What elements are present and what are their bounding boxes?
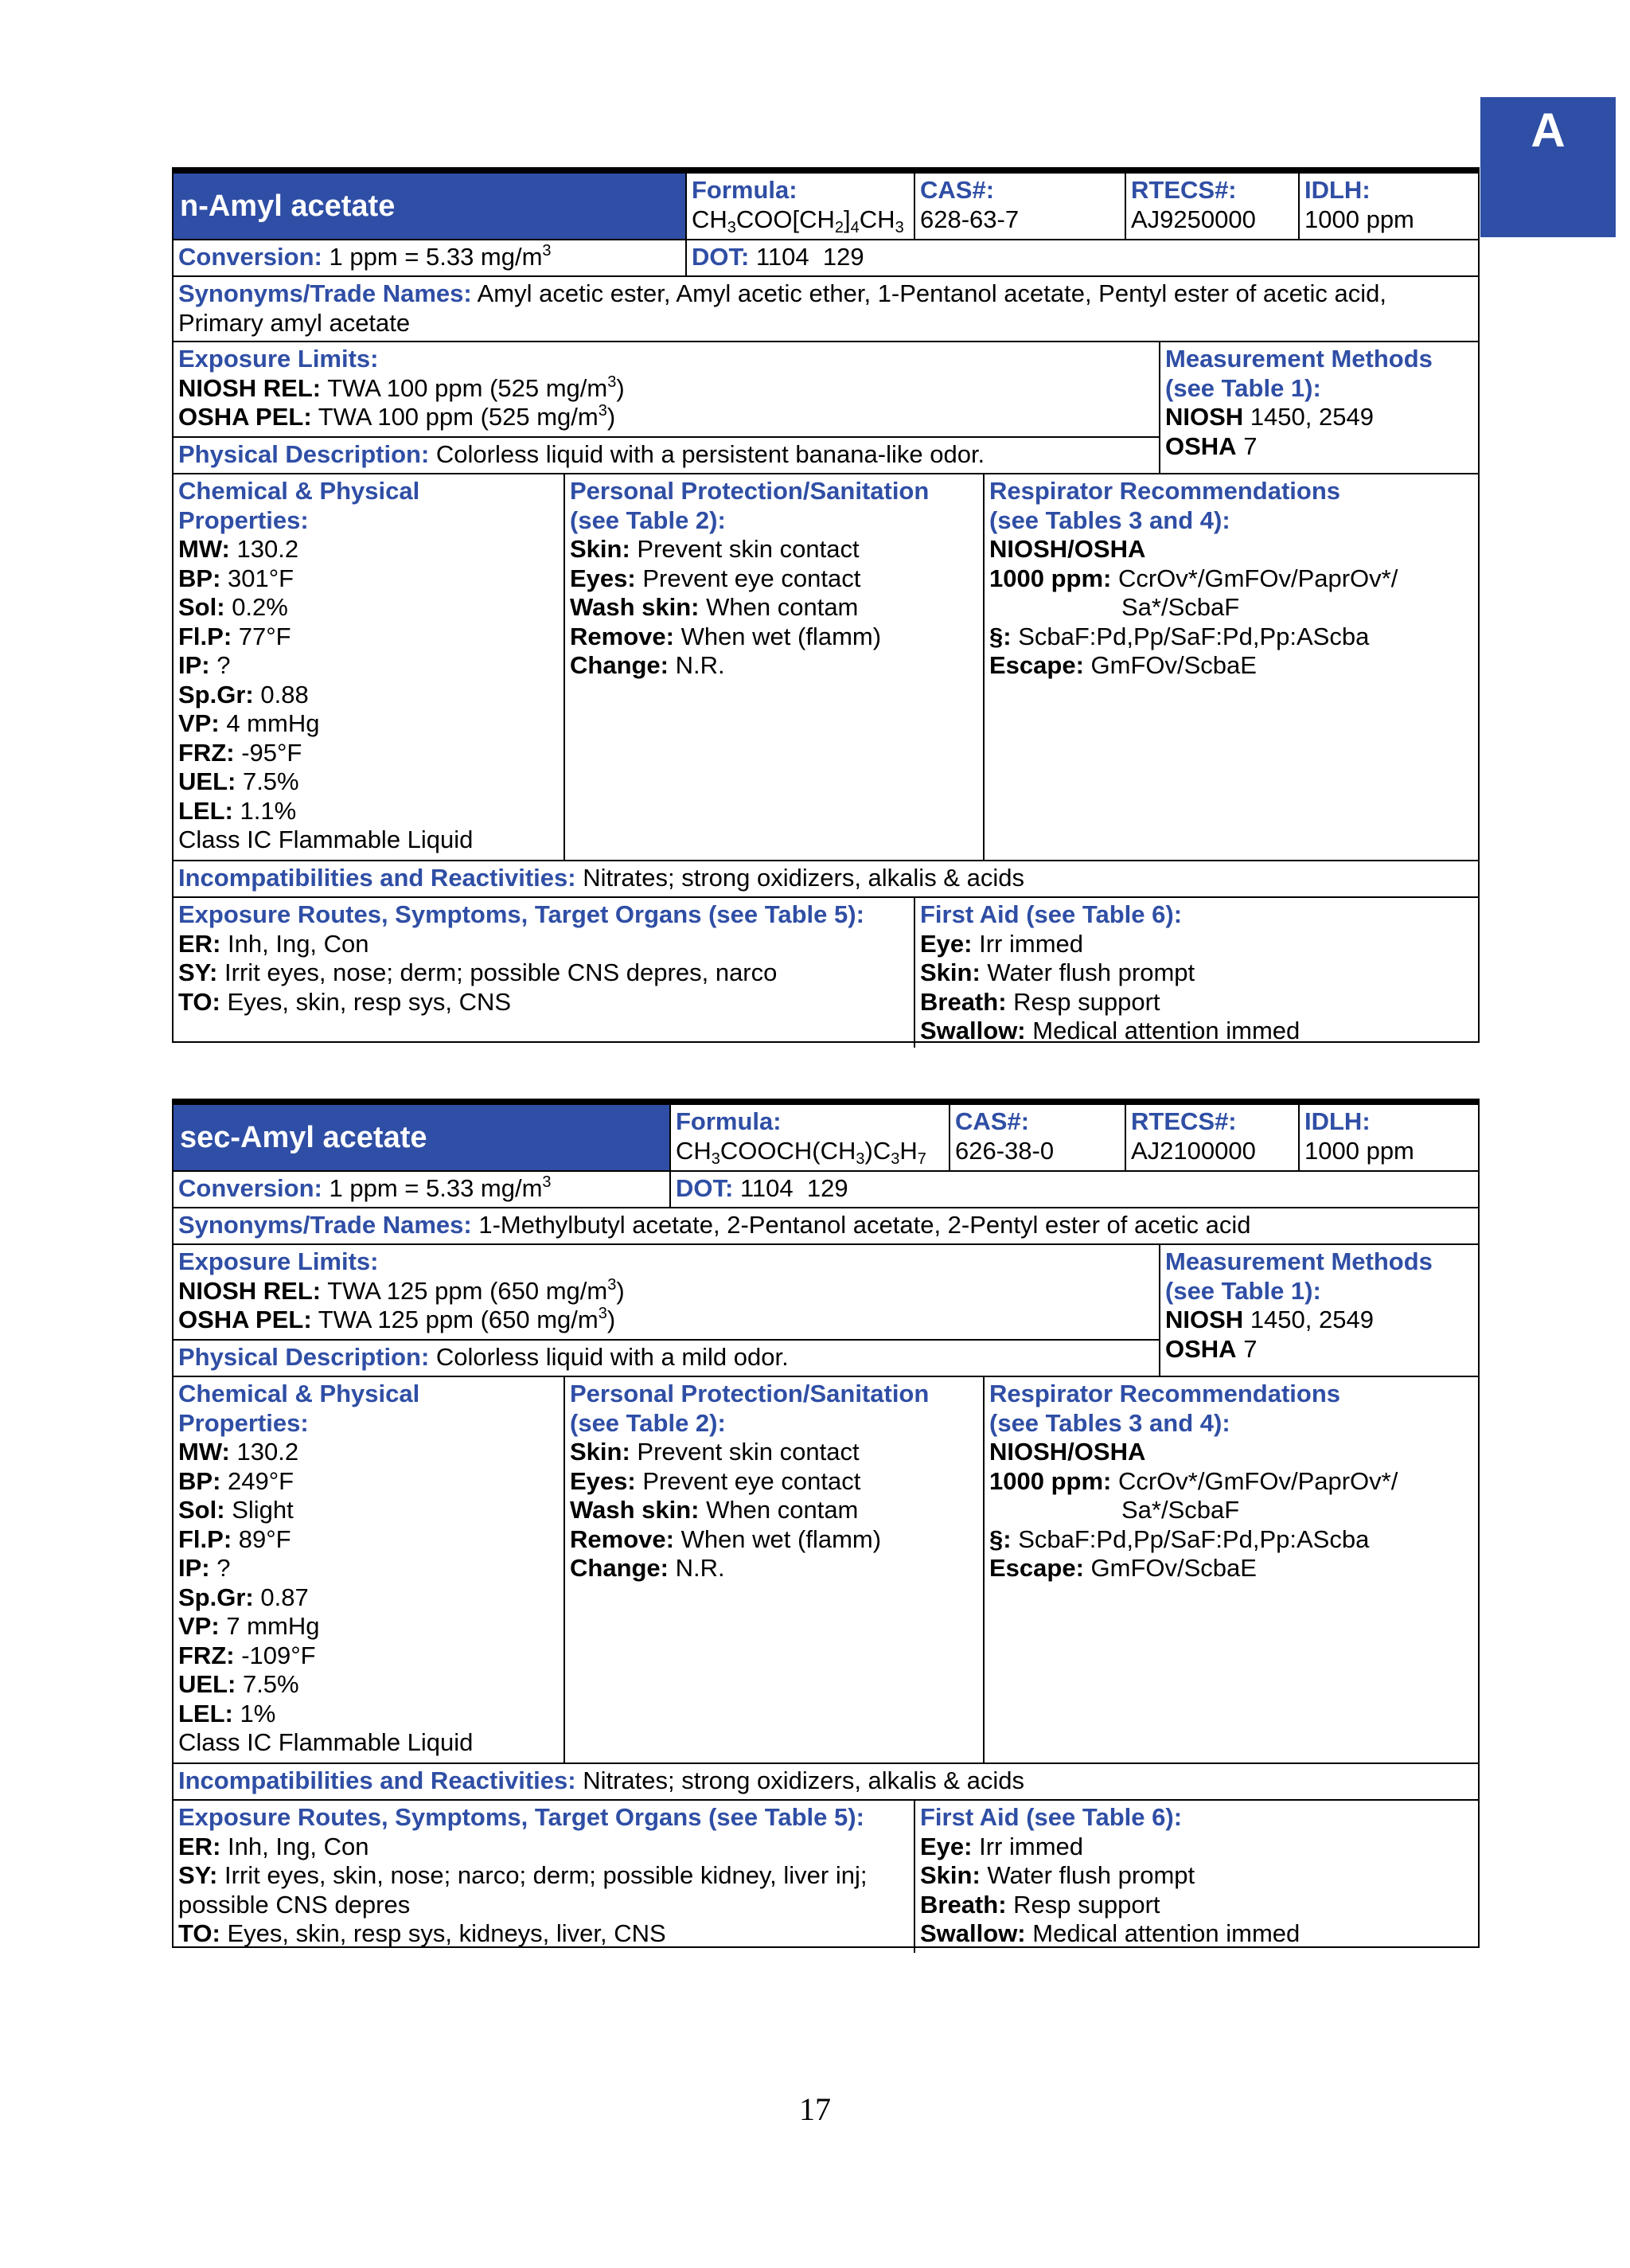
property-key: UEL: [178,767,236,795]
route-value: Eyes, skin, resp sys, kidneys, liver, CNS [227,1919,666,1947]
first-aid-value: Irr immed [979,929,1083,958]
ppe-key: Eyes: [570,564,636,592]
ppe-key: Eyes: [570,1466,636,1495]
resp-agency: NIOSH/OSHA [989,535,1146,563]
conversion-cell [174,1172,556,1204]
synonyms-cell [174,1208,1255,1240]
section-tab: A [1480,97,1616,237]
cas-value: 626-38-0 [955,1136,1055,1165]
first-aid-cell [915,1801,1304,1949]
resp-section-label: §: [989,1524,1012,1553]
resp-section-value: ScbaF:Pd,Pp/SaF:Pd,Pp:AScba [1018,622,1370,650]
resp-section-value: ScbaF:Pd,Pp/SaF:Pd,Pp:AScba [1018,1524,1370,1553]
incompatibilities-value: Nitrates; strong oxidizers, alkalis & acids [583,1766,1024,1794]
exposure-limits-label: Exposure Limits: [178,345,379,373]
property-value: -95°F [241,738,302,767]
resp-agency: NIOSH/OSHA [989,1438,1146,1466]
ppe-key: Wash skin: [570,593,700,621]
ppe-key: Wash skin: [570,1496,700,1524]
dot-label: DOT: [676,1174,734,1202]
first-aid-key: Swallow: [920,1017,1026,1044]
formula-value: $CH_3COOCH(CH_3)C_3H_7$ [676,1136,926,1168]
first-aid-key: Swallow: [920,1919,1026,1947]
resp-escape-value: GmFOv/ScbaE [1090,651,1257,679]
ppe-key: Change: [570,651,669,679]
route-key: ER: [178,1832,221,1860]
personal-protection-cell [565,474,934,681]
osha-pel-label: OSHA PEL: [178,403,312,431]
chem-phys-label-1: Chemical & Physical [178,1380,420,1407]
property-key: IP: [178,1554,210,1582]
flammability-class: Class IC Flammable Liquid [178,826,474,853]
physical-description-cell [174,1341,794,1372]
routes-label: Exposure Routes, Symptoms, Target Organs (see Table 5): [178,900,864,928]
property-key: IP: [178,651,210,679]
measurement-niosh-value: 1450, 2549 [1250,1306,1374,1333]
physical-description-value: Colorless liquid with a mild odor. [435,1343,789,1371]
first-aid-key: Breath: [920,1890,1007,1919]
rtecs-value: AJ9250000 [1131,205,1256,233]
resp-label-1: Respirator Recommendations [989,1380,1340,1407]
property-value: 89°F [238,1524,291,1553]
property-key: UEL: [178,1670,236,1698]
resp-escape-label: Escape: [989,651,1084,679]
property-value: 4 mmHg [226,709,320,737]
property-value: ? [216,651,231,679]
synonyms-value-cont: Primary amyl acetate [178,308,411,337]
measurement-methods-cell [1160,1245,1437,1364]
property-key: VP: [178,1612,220,1640]
chemical-name: n-Amyl acetate [174,174,685,239]
property-value: 7 mmHg [226,1612,320,1640]
resp-1000-value: CcrOv*/GmFOv/PaprOv*/ [1117,564,1398,592]
idlh-cell [1300,174,1419,234]
route-key: TO: [178,1919,220,1947]
property-key: FRZ: [178,738,235,767]
measurement-label-2: (see Table 1): [1165,373,1321,402]
property-key: BP: [178,564,221,592]
property-value: 0.87 [260,1583,309,1611]
measurement-osha-value: 7 [1243,1334,1258,1363]
measurement-label-1: Measurement Methods [1165,1247,1433,1275]
incompatibilities-label: Incompatibilities and Reactivities: [178,864,576,892]
first-aid-key: Eye: [920,929,973,958]
first-aid-value: Resp support [1013,987,1160,1016]
property-value: 249°F [228,1466,294,1495]
rtecs-label: RTECS#: [1131,1107,1237,1135]
cas-cell [915,174,1024,234]
osha-pel-value: TWA 100 ppm (525 $mg/m^3$) [318,402,616,431]
property-value: 7.5% [242,1670,299,1698]
formula-value: $CH_3COO[CH_2]_4CH_3$ [692,205,904,236]
ppe-value: When contam [706,593,859,621]
property-key: MW: [178,1438,230,1466]
resp-1000-value-cont: Sa*/ScbaF [1121,1496,1240,1524]
first-aid-key: Skin: [920,958,981,986]
exposure-limits-cell [174,342,630,432]
conversion-value: 1 ppm = 5.33 $mg/m^3$ [329,242,552,271]
route-key: TO: [178,987,220,1016]
first-aid-value: Water flush prompt [987,958,1195,986]
measurement-niosh-label: NIOSH [1165,1306,1244,1333]
ppe-value: When wet (flamm) [680,1524,882,1553]
dot-cell [671,1172,853,1204]
measurement-methods-cell [1160,342,1437,461]
synonyms-value: Amyl acetic ester, Amyl acetic ether, 1-Pentanol acetate, Pentyl ester of acetic acid, [477,279,1387,307]
resp-label-2: (see Tables 3 and 4): [989,1408,1230,1437]
rtecs-label: RTECS#: [1131,176,1237,204]
respirator-recommendations-cell [985,1377,1402,1583]
route-key: SY: [178,1861,218,1889]
measurement-osha-label: OSHA [1165,1334,1237,1363]
measurement-niosh-value: 1450, 2549 [1250,403,1374,431]
niosh-rel-label: NIOSH REL: [178,1276,322,1305]
ppe-key: Skin: [570,1438,630,1466]
property-key: Sp.Gr: [178,680,254,709]
conversion-label: Conversion: [178,243,322,271]
ppe-value: N.R. [675,651,725,679]
first-aid-value: Resp support [1013,1890,1160,1919]
page-number: 17 [799,2091,831,2127]
dot-cell [687,240,869,272]
measurement-osha-value: 7 [1243,431,1258,460]
personal-protection-cell [565,1377,934,1583]
cas-cell [950,1105,1059,1165]
property-value: 130.2 [236,535,299,563]
resp-label-1: Respirator Recommendations [989,477,1340,505]
synonyms-cell [174,277,1391,338]
route-value: Irrit eyes, skin, nose; narco; derm; possible kidney, liver inj; [224,1861,868,1889]
cas-label: CAS#: [920,176,995,204]
idlh-label: IDLH: [1304,176,1371,204]
chemical-name: sec-Amyl acetate [174,1105,669,1170]
formula-cell [671,1105,931,1168]
property-value: 77°F [238,622,291,650]
measurement-niosh-label: NIOSH [1165,403,1244,431]
resp-section-label: §: [989,622,1012,650]
exposure-routes-cell [174,1801,872,1949]
chemical-card-n-amyl-acetate [172,167,1480,1043]
dot-label: DOT: [692,243,750,271]
physical-description-label: Physical Description: [178,440,430,468]
idlh-value: 1000 ppm [1304,1136,1414,1165]
property-key: Fl.P: [178,1524,232,1553]
route-key: SY: [178,958,218,986]
first-aid-label: First Aid (see Table 6): [920,1803,1183,1831]
property-key: Sol: [178,1496,225,1524]
conversion-cell [174,240,556,272]
ppe-label-2: (see Table 2): [570,506,726,534]
idlh-label: IDLH: [1304,1107,1371,1135]
rtecs-cell [1126,1105,1261,1165]
ppe-value: Prevent skin contact [637,535,860,563]
ppe-value: When contam [706,1496,859,1524]
incompatibilities-cell [174,1764,1029,1796]
ppe-label-2: (see Table 2): [570,1408,726,1437]
first-aid-value: Water flush prompt [987,1861,1195,1889]
route-key: ER: [178,929,221,958]
chem-phys-label-2: Properties: [178,1408,309,1437]
ppe-value: When wet (flamm) [680,622,882,650]
ppe-value: Prevent eye contact [642,564,861,592]
synonyms-value: 1-Methylbutyl acetate, 2-Pentanol acetate, 2-Pentyl ester of acetic acid [478,1211,1251,1239]
ppe-key: Change: [570,1554,669,1582]
property-key: Sol: [178,593,225,621]
incompatibilities-cell [174,861,1029,893]
chemical-card-sec-amyl-acetate [172,1099,1480,1948]
chemical-physical-properties-cell [174,1377,478,1758]
chemical-physical-properties-cell [174,474,478,855]
incompatibilities-label: Incompatibilities and Reactivities: [178,1766,576,1794]
synonyms-label: Synonyms/Trade Names: [178,279,472,307]
property-key: Sp.Gr: [178,1583,254,1611]
first-aid-key: Breath: [920,987,1007,1016]
first-aid-cell [915,898,1304,1046]
property-value: 0.2% [232,593,288,621]
rtecs-cell [1126,174,1261,234]
synonyms-label: Synonyms/Trade Names: [178,1211,472,1239]
formula-label: Formula: [692,176,797,204]
property-value: 0.88 [260,680,309,709]
property-key: VP: [178,709,220,737]
first-aid-key: Eye: [920,1832,973,1860]
property-value: 130.2 [236,1438,299,1466]
resp-escape-label: Escape: [989,1554,1084,1582]
property-key: BP: [178,1466,221,1495]
first-aid-value: Medical attention immed [1032,1919,1300,1947]
dot-value: 1104 129 [755,243,864,271]
property-value: 301°F [228,564,294,592]
exposure-routes-cell [174,898,869,1017]
ppe-key: Remove: [570,1524,674,1553]
ppe-value: Prevent skin contact [637,1438,860,1466]
property-key: Fl.P: [178,622,232,650]
physical-description-value: Colorless liquid with a persistent banana-like odor. [435,440,985,468]
chem-phys-label-2: Properties: [178,506,309,534]
first-aid-value: Medical attention immed [1032,1017,1300,1044]
ppe-value: N.R. [675,1554,725,1582]
rtecs-value: AJ2100000 [1131,1136,1256,1165]
property-value: -109°F [241,1641,316,1669]
routes-label: Exposure Routes, Symptoms, Target Organs (see Table 5): [178,1803,864,1831]
first-aid-label: First Aid (see Table 6): [920,900,1183,928]
resp-1000-label: 1000 ppm: [989,1466,1112,1495]
osha-pel-label: OSHA PEL: [178,1306,312,1333]
property-key: FRZ: [178,1641,235,1669]
formula-label: Formula: [676,1107,782,1135]
property-value: ? [216,1554,231,1582]
measurement-label-2: (see Table 1): [1165,1276,1321,1305]
conversion-value: 1 ppm = 5.33 $mg/m^3$ [329,1173,552,1202]
ppe-label-1: Personal Protection/Sanitation [570,1380,930,1407]
route-value: Inh, Ing, Con [228,1832,369,1860]
ppe-value: Prevent eye contact [642,1466,861,1495]
osha-pel-value: TWA 125 ppm (650 $mg/m^3$) [318,1305,616,1333]
property-key: MW: [178,535,230,563]
property-value: 1% [240,1699,276,1727]
conversion-label: Conversion: [178,1174,322,1202]
chem-phys-label-1: Chemical & Physical [178,477,420,505]
resp-1000-label: 1000 ppm: [989,564,1112,592]
niosh-rel-value: TWA 125 ppm (650 $mg/m^3$) [327,1275,625,1305]
property-value: 7.5% [242,767,299,795]
niosh-rel-value: TWA 100 ppm (525 $mg/m^3$) [327,373,625,402]
property-key: LEL: [178,796,233,825]
cas-label: CAS#: [955,1107,1030,1135]
physical-description-label: Physical Description: [178,1343,430,1371]
exposure-limits-cell [174,1245,630,1335]
resp-1000-value-cont: Sa*/ScbaF [1121,593,1240,621]
resp-escape-value: GmFOv/ScbaE [1090,1554,1257,1582]
route-value-cont: possible CNS depres [178,1890,411,1919]
incompatibilities-value: Nitrates; strong oxidizers, alkalis & acids [583,864,1024,892]
route-value: Irrit eyes, nose; derm; possible CNS depres, narco [224,958,778,986]
resp-label-2: (see Tables 3 and 4): [989,506,1230,534]
dot-value: 1104 129 [739,1174,848,1202]
respirator-recommendations-cell [985,474,1402,681]
ppe-key: Skin: [570,535,630,563]
property-value: Slight [232,1496,294,1524]
idlh-cell [1300,1105,1419,1165]
flammability-class: Class IC Flammable Liquid [178,1728,474,1756]
first-aid-value: Irr immed [979,1832,1083,1860]
physical-description-cell [174,438,989,470]
measurement-osha-label: OSHA [1165,431,1237,460]
route-value: Inh, Ing, Con [228,929,369,958]
measurement-label-1: Measurement Methods [1165,345,1433,373]
first-aid-key: Skin: [920,1861,981,1889]
formula-cell [687,174,909,234]
exposure-limits-label: Exposure Limits: [178,1247,379,1275]
route-value: Eyes, skin, resp sys, CNS [227,987,512,1016]
ppe-key: Remove: [570,622,674,650]
property-key: LEL: [178,1699,233,1727]
property-value: 1.1% [240,796,297,825]
idlh-value: 1000 ppm [1304,205,1414,233]
resp-1000-value: CcrOv*/GmFOv/PaprOv*/ [1117,1466,1398,1495]
niosh-rel-label: NIOSH REL: [178,373,322,402]
cas-value: 628-63-7 [920,205,1020,233]
ppe-label-1: Personal Protection/Sanitation [570,477,930,505]
